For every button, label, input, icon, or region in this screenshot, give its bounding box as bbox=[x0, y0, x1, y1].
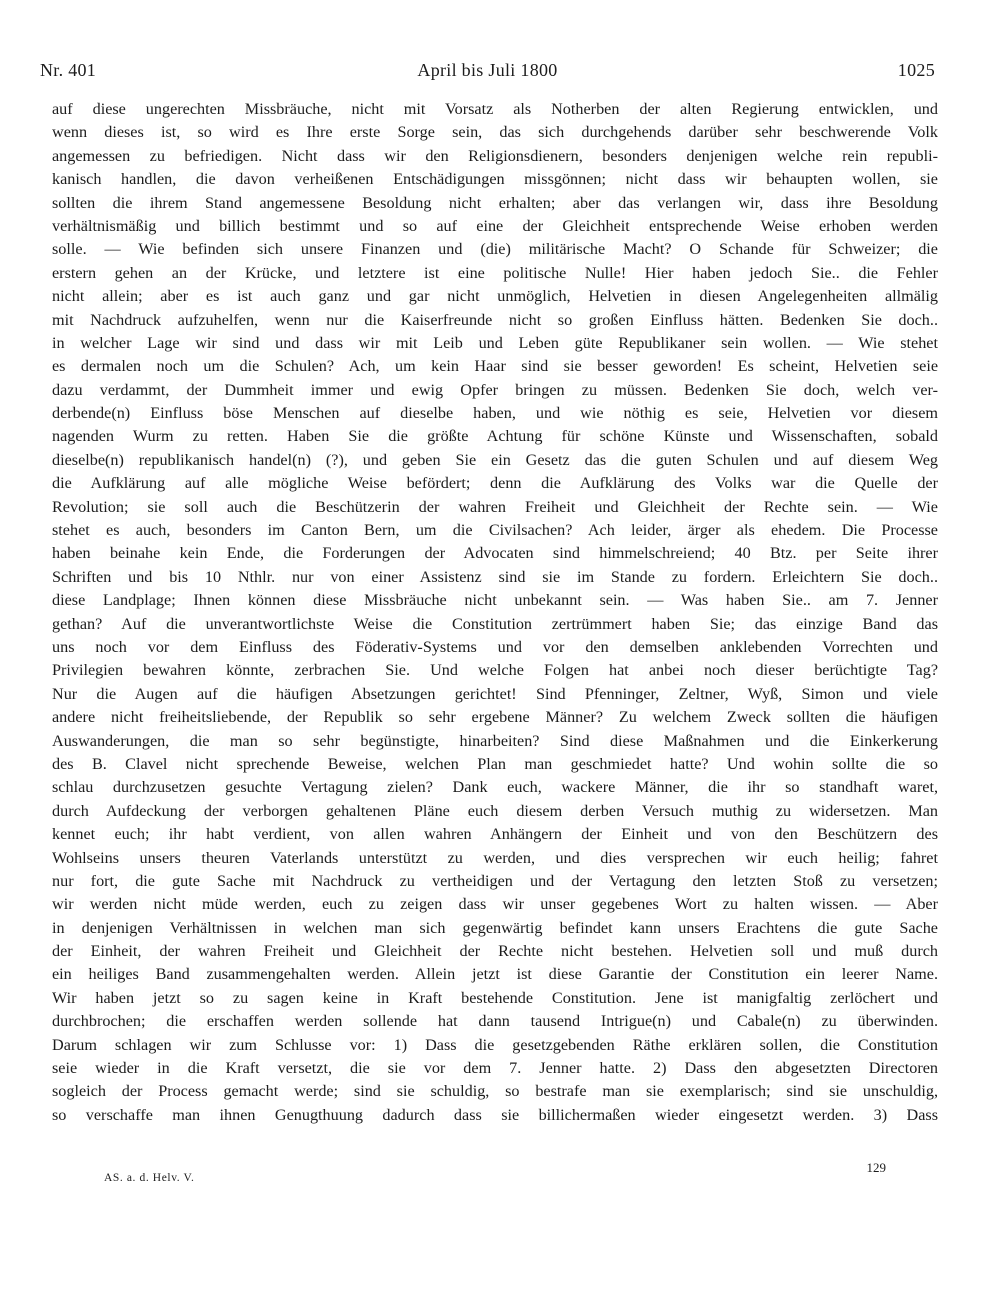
text-line: kanisch handlen, die davon verheißenen Entschädigungen missgönnen; nicht dass wir behaupten wollen, sie bbox=[52, 170, 938, 189]
text-line: die Aufklärung auf alle mögliche Weise befördert; denn die Aufklärung des Volks war die Quelle der bbox=[52, 474, 938, 493]
text-line: so verschaffe man ihnen Genugthuung dadurch dass sie billichermaßen wieder eingesetzt werden. 3) Dass bbox=[52, 1105, 938, 1124]
body-text bbox=[52, 98, 938, 1127]
text-line: andere nicht freiheitsliebende, der Republik so sehr ergebene Männer? Zu welchem Zweck sollten die häufigen bbox=[52, 708, 938, 727]
text-line: Darum schlagen wir zum Schlusse vor: 1) Dass die gesetzgebenden Räthe erklären sollen, die Constitution bbox=[52, 1035, 938, 1054]
text-line: mit Nachdruck aufzuhelfen, wenn nur die Kaiserfreunde nicht so großen Einfluss hätten. Bedenken Sie doch.. bbox=[52, 310, 938, 329]
text-line: ein heiliges Band zusammengehalten werden. Allein jetzt ist diese Garantie der Constitution ein leerer Name. bbox=[52, 965, 938, 984]
text-line: Wohlseins unsers theuren Vaterlands unterstützt zu werden, und dies versprechen wir euch heilig; fahret bbox=[52, 848, 938, 867]
text-line: wenn dieses ist, so wird es Ihre erste Sorge sein, das sich durchgehends darüber sehr beschwerende Volk bbox=[52, 123, 938, 142]
text-line: dazu verdammt, der Dummheit immer und ewig Opfer bringen zu müssen. Bedenken Sie doch, welch ver- bbox=[52, 380, 938, 399]
text-line: in welcher Lage wir sind und dass wir mit Leib und Leben güte Republikaner sein wollen. — Wie stehet bbox=[52, 333, 938, 352]
date-range-title: April bis Juli 1800 bbox=[417, 60, 558, 80]
page-footer bbox=[104, 1160, 894, 1200]
text-line: Revolution; sie soll auch die Beschützerin der wahren Freiheit und Gleichheit der Rechte sein. — Wie bbox=[52, 497, 938, 516]
text-line: stehet es auch, besonders im Canton Bern, um die Civilsachen? Ach leider, ärger als ehedem. Die Processe bbox=[52, 521, 938, 540]
sheet-number: 129 bbox=[866, 1160, 886, 1175]
text-line: es dermalen noch um die Schulen? Ach, um kein Haar sind sie besser geworden! Es scheint, Helvetien seie bbox=[52, 357, 938, 376]
text-line: in denjenigen Verhältnissen in welchen man sich gegenwärtig befindet kann unsers Erachtens die gute Sache bbox=[52, 918, 938, 937]
text-line: des B. Clavel nicht sprechende Beweise, welchen Plan man geschmiedet hatte? Und wohin sollte die so bbox=[52, 754, 938, 773]
text-line: gethan? Auf die unverantwortlichste Weise die Constitution zertrümmert haben Sie; das einzige Band das bbox=[52, 614, 938, 633]
text-line: nagenden Wurm zu retten. Haben Sie die größte Achtung für schöne Künste und Wissenschaften, sobald bbox=[52, 427, 938, 446]
text-line: Wir haben jetzt so zu sagen keine in Kraft bestehende Constitution. Jene ist manigfaltig zerlöchert und bbox=[52, 988, 938, 1007]
page-number: 1025 bbox=[897, 60, 935, 80]
text-line: Nur die Augen auf die häufigen Absetzungen gerichtet! Sind Pfenninger, Zeltner, Wyß, Simon und viele bbox=[52, 684, 938, 703]
text-line: dieselbe(n) republikanisch handel(n) (?), und geben Sie ein Gesetz das die guten Schulen und auf diesem Weg bbox=[52, 450, 938, 469]
text-line: durchbrochen; die erschaffen werden sollende hat dann tausend Intrigue(n) und Cabale(n) zu überwinden. bbox=[52, 1012, 938, 1031]
signature-code: AS. a. d. Helv. V. bbox=[104, 1172, 195, 1184]
text-line: wir werden nicht müde werden, euch zu zeigen dass wir unser gegebenes Wort zu halten wissen. — Aber bbox=[52, 895, 938, 914]
text-line: Privilegien bewahren könnte, zerbrachen Sie. Und welche Folgen hat anbei noch dieser berüchtigte Tag? bbox=[52, 661, 938, 680]
text-line: sogleich der Process gemacht werde; sind sie schuldig, so bestrafe man sie exemplarisch; sind sie unschuldig, bbox=[52, 1082, 938, 1101]
running-head bbox=[40, 60, 935, 90]
text-line: der Einheit, der wahren Freiheit und Gleichheit der Rechte nicht bestehen. Helvetien soll und muß durch bbox=[52, 942, 938, 961]
text-line: Schriften und bis 10 Nthlr. nur von einer Assistenz sind sie im Stande zu fordern. Erleichtern Sie doch.. bbox=[52, 567, 938, 586]
text-line: haben beinahe kein Ende, die Forderungen der Advocaten sind himmelschreiend; 40 Btz. per Seite ihrer bbox=[52, 544, 938, 563]
text-line: solle. — Wie befinden sich unsere Finanzen und (die) militärische Macht? O Schande für Schweizer; die bbox=[52, 240, 938, 259]
text-line: auf diese ungerechten Missbräuche, nicht mit Vorsatz als Notherben der alten Regierung entwicklen, und bbox=[52, 100, 938, 118]
text-line: uns noch vor dem Einfluss des Föderativ-Systems und vor den demselben anklebenden Vorrechten und bbox=[52, 637, 938, 656]
text-line: derbende(n) Einfluss böse Menschen auf dieselbe haben, und wie nöthig es seie, Helvetien vor diesem bbox=[52, 404, 938, 423]
text-line: kennet euch; ihr habt verdient, von allen wahren Anhängern der Einheit und von den Beschützern des bbox=[52, 825, 938, 844]
text-line: erstern gehen an der Krücke, und letztere ist eine politische Nulle! Hier haben jedoch Sie.. die Fehler bbox=[52, 263, 938, 282]
text-line: verhältnismäßig und billich bestimmt und so auf eine der Gleichheit entsprechende Weise erhoben werden bbox=[52, 216, 938, 235]
text-line: durch Aufdeckung der verborgen gehaltenen Pläne euch diesem derben Versuch muthig zu widersetzen. Man bbox=[52, 801, 938, 820]
text-line: angemessen zu befriedigen. Nicht dass wir den Religionsdienern, besonders denjenigen welche rein republi- bbox=[52, 146, 938, 165]
text-line: schlau durchzusetzen gesuchte Vertagung zielen? Dank euch, wackere Männer, die ihr so standhaft waret, bbox=[52, 778, 938, 797]
text-line: sollten die ihrem Stand angemessene Besoldung nicht erhalten; aber das verlangen wir, dass ihre Besoldung bbox=[52, 193, 938, 212]
document-number: Nr. 401 bbox=[40, 60, 97, 80]
text-line: diese Landplage; Ihnen können diese Missbräuche nicht unbekannt sein. — Was haben Sie.. am 7. Jenner bbox=[52, 591, 938, 610]
text-line: seie wieder in die Kraft versetzt, die sie vor dem 7. Jenner hatte. 2) Dass den abgesetzten Directoren bbox=[52, 1059, 938, 1078]
text-line: nur fort, die gute Sache mit Nachdruck zu vertheidigen und der Vertagung den letzten Stoß zu versetzen; bbox=[52, 871, 938, 890]
text-line: nicht allein; aber es ist auch ganz und gar nicht unmöglich, Helvetien in diesen Angelegenheiten allmälig bbox=[52, 287, 938, 306]
text-line: Auswanderungen, die man so sehr begünstigte, hinarbeiten? Sind diese Maßnahmen und die Einkerkerung bbox=[52, 731, 938, 750]
